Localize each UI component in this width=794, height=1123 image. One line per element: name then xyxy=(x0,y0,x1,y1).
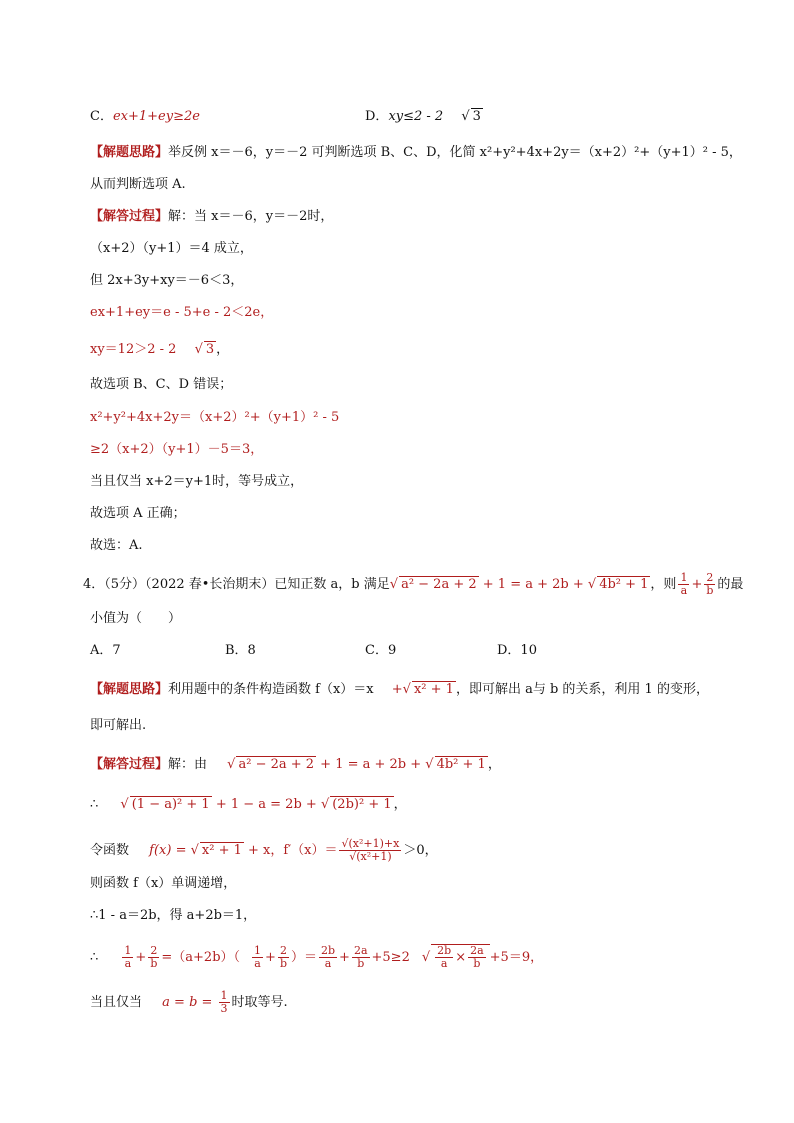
process-text: ）＝ xyxy=(290,950,317,965)
frac-num: √(x²+1)+x xyxy=(341,837,400,850)
process-text: 令函数 xyxy=(90,843,130,858)
stem-text: 4．（5分）（2022 春•长治期末）已知正数 a，b 满足 xyxy=(83,577,390,592)
idea-text: 利用题中的条件构造函数 f（x）＝x xyxy=(168,682,374,697)
process-text: 故选项 B、C、D 错误； xyxy=(90,377,233,392)
q3-option-d: D．xy≤2 - 2 √ 3 xyxy=(365,109,481,124)
process-text: 时取等号. xyxy=(231,995,288,1010)
frac-num: 1 xyxy=(680,571,688,584)
q3-option-c xyxy=(90,107,200,127)
process-text: ＞0， xyxy=(403,843,438,858)
process-text: + 1 − a = 2b + xyxy=(211,797,321,812)
punct: ， xyxy=(216,342,230,357)
process-text: +5＝9， xyxy=(489,950,544,965)
process-text: 当且仅当 xyxy=(90,995,143,1010)
sqrt-value: 4b² + 1 xyxy=(436,757,486,772)
frac-den: a xyxy=(680,584,688,597)
process-text: + 1 = a + 2b + xyxy=(316,757,426,772)
frac-den: 3 xyxy=(220,1002,228,1015)
idea-text: 即可解出. xyxy=(90,718,147,733)
therefore-symbol: ∴ xyxy=(90,950,99,965)
idea-text: ，即可解出 a与 b 的关系，利用 1 的变形， xyxy=(455,682,709,697)
q4-option-a: A．7 xyxy=(90,643,121,658)
q3-idea-line2 xyxy=(90,175,186,195)
sqrt-value: 3 xyxy=(205,342,215,357)
process-tag: 【解答过程】 xyxy=(90,757,169,772)
sqrt-value: (1 − a)² + 1 xyxy=(131,797,210,812)
sqrt-value: a² − 2a + 2 xyxy=(401,577,477,592)
process-text: 解：由 xyxy=(168,757,208,772)
idea-tag: 【解题思路】 xyxy=(90,682,169,697)
q4-option-c: C．9 xyxy=(365,643,397,658)
therefore-symbol: ∴ xyxy=(90,797,99,812)
process-text: f(x) = xyxy=(149,843,191,858)
idea-text: 从而判断选项 A. xyxy=(90,177,186,192)
punct: ， xyxy=(393,797,407,812)
q4-proc-line2: ∴ √ (1 − a)² + 1 + 1 − a = 2b + √ (2b)² + 1 ， xyxy=(90,797,407,812)
process-text: 但 2x+3y+xy＝－6＜3， xyxy=(90,273,244,288)
idea-tag: 【解题思路】 xyxy=(90,145,169,160)
option-expr: ex+1+ey≥2e xyxy=(112,109,200,124)
frac-num: 2 xyxy=(704,572,715,585)
process-text: ≥2（x+2）（y+1）－5＝3， xyxy=(90,442,264,457)
q3-proc-line5: xy＝12＞2 - 2 √ 3 ， xyxy=(90,342,230,357)
process-text: （x+2）（y+1）＝4 成立， xyxy=(90,241,253,256)
q4-proc-line3: 令函数 f(x) = √ x² + 1 + x，f′（x）＝ $\frac{\text{√(x²+1)+x}}{\text{√(x²+1)}}$ ＞0， xyxy=(90,837,438,863)
q4-option-d: D．10 xyxy=(497,643,537,658)
punct: ， xyxy=(487,757,501,772)
process-text: x²+y²+4x+2y＝（x+2）²+（y+1）² - 5 xyxy=(90,410,340,425)
frac-den: b xyxy=(706,584,714,597)
q3-proc-line1 xyxy=(90,207,333,227)
process-text: xy＝12＞2 - 2 xyxy=(90,342,177,357)
process-text: +5≥2 xyxy=(371,950,410,965)
frac-num: 1 xyxy=(220,989,228,1002)
stem-text: 小值为（ ） xyxy=(90,611,182,626)
q3-idea-line1 xyxy=(90,143,742,163)
sqrt-value: 3 xyxy=(472,109,481,124)
sqrt-value: x² + 1 xyxy=(201,843,242,858)
idea-text: 举反例 x＝－6，y＝－2 可判断选项 B、C、D，化简 x²+y²+4x+2y＝（x+2）²+（y+1）² - 5， xyxy=(168,145,742,160)
q4-proc-line7 xyxy=(90,990,288,1015)
stem-text: ，则 xyxy=(650,577,677,592)
option-label: C． xyxy=(90,109,113,124)
process-text: + x，f′（x）＝ xyxy=(243,843,338,858)
process-text: 故选项 A 正确； xyxy=(90,506,186,521)
q4-stem-line1: 4．（5分）（2022 春•长治期末）已知正数 a，b 满足√ a² − 2a + 2 + 1 = a + 2b + √ 4b² + 1 ，则 $\frac{1}{a}$ + $\frac{2}{b}$ 的最 xyxy=(83,571,744,597)
sqrt-value: 4b² + 1 xyxy=(599,577,649,592)
option-label: D． xyxy=(365,109,389,124)
process-text: a = b = xyxy=(162,995,217,1010)
process-text: 故选：A. xyxy=(90,538,143,553)
process-text: 解：当 x＝－6，y＝－2时， xyxy=(168,209,334,224)
process-text: 则函数 f（x）单调递增， xyxy=(90,876,237,891)
q4-proc-line1: 【解答过程】解：由 √ a² − 2a + 2 + 1 = a + 2b + √ 4b² + 1 ， xyxy=(90,757,501,772)
plus: + xyxy=(691,577,703,592)
process-text: 当且仅当 x+2＝y+1时，等号成立， xyxy=(90,474,304,489)
process-text: ∴1 - a＝2b，得 a+2b＝1， xyxy=(90,908,257,923)
sqrt-value: x² + 1 xyxy=(413,682,454,697)
stem-text: + 1 = a + 2b + xyxy=(478,577,588,592)
stem-text: 的最 xyxy=(717,577,744,592)
process-tag: 【解答过程】 xyxy=(90,209,169,224)
q4-option-b: B．8 xyxy=(225,643,256,658)
option-expr: xy≤2 - 2 xyxy=(388,109,444,124)
process-text: （a+2b）（ xyxy=(172,950,241,965)
process-text: ex+1+ey＝e - 5+e - 2＜2e， xyxy=(90,305,274,320)
q4-idea-line1: 【解题思路】利用题中的条件构造函数 f（x）＝x +√ x² + 1 ，即可解出 a与 b 的关系，利用 1 的变形， xyxy=(90,682,709,697)
sqrt-value: (2b)² + 1 xyxy=(332,797,392,812)
sqrt-value: a² − 2a + 2 xyxy=(238,757,315,772)
q4-proc-line6: ∴ $\frac{1}{a}$ + $\frac{2}{b}$ =（a+2b）（ $\frac{1}{a}$ + $\frac{2}{b}$ ）＝ $\frac{2b}{a}$ + $\frac{2a}{b}$ +5≥2 √ $\frac{2b}{a}$ × $\frac{2a}{b}$ +5＝9， xyxy=(90,944,544,970)
frac-den: √(x²+1) xyxy=(349,850,392,863)
